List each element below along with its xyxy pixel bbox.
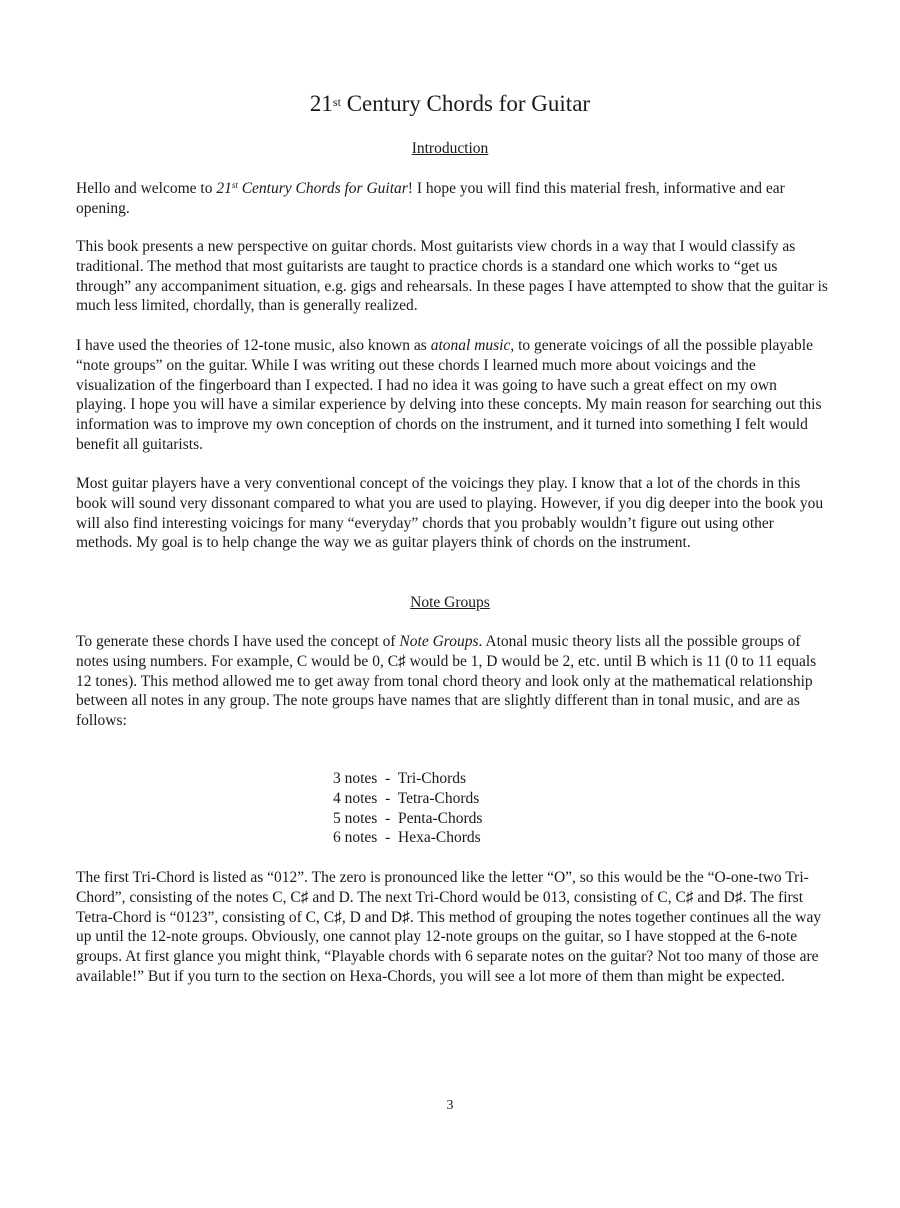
section-heading-introduction — [0, 139, 900, 159]
note-group-list — [333, 769, 482, 848]
paragraph-conventional: Most guitar players have a very conventional concept of the voicings they play. I know that a lot of the chords in this book will sound very dissonant compared to what you are used to playing. However, if you dig deeper into the book you will also find interesting voicings for many “everyday” chords that you probably wouldn’t figure out using other methods. My goal is to help change the way we as guitar players think of chords on the instrument. — [76, 475, 824, 552]
title-text: Century Chords for Guitar — [340, 91, 591, 116]
note-group-row: 5 notes - Penta-Chords — [333, 809, 483, 827]
atonal-music-italic: atonal music — [430, 337, 511, 354]
note-group-row: 3 notes - Tri-Chords — [333, 770, 467, 787]
book-title-italic: 21st Century Chords for Guitar — [216, 180, 408, 197]
title-ordinal-suffix: st — [332, 95, 341, 109]
page-number: 3 — [446, 1098, 454, 1113]
paragraph-atonal: I have used the theories of 12-tone music, also known as atonal music, to generate voicings of all the possible playable “note groups” on the guitar. While I was writing out these chords I learned much more about voicings and the visualization of the fingerboard than I expected. I had no idea it was going to have such a great effect on my own playing. I hope you will have a similar experience by delving into these concepts. My main reason for searching out this information was to improve my own conception of chords on the instrument, and it turned into something I felt would benefit all guitarists. — [76, 337, 822, 453]
section-heading-note-groups-text: Note Groups — [410, 594, 490, 611]
paragraph-perspective: This book presents a new perspective on guitar chords. Most guitarists view chords in a way that I would classify as traditional. The method that most guitarists are taught to practice chords is a standard one which works to “get us through” any accompaniment situation, e.g. gigs and rehearsals. In these pages I have attempted to show that the guitar is much less limited, chordally, than is generally realized. — [76, 238, 828, 315]
note-group-row: 4 notes - Tetra-Chords — [333, 789, 480, 807]
page-title — [0, 88, 900, 120]
paragraph-note-groups: To generate these chords I have used the concept of Note Groups. Atonal music theory lists all the possible groups of notes using numbers. For example, C would be 0, C♯ would be 1, D would be 2, etc. until B which is 11 (0 to 11 equals 12 tones). This method allowed me to get away from tonal chord theory and look only at the mathematical relationship between all notes in any group. The note groups have names that are slightly different than in tonal music, and are as follows: — [76, 633, 817, 730]
section-heading-note-groups — [0, 593, 900, 613]
title-number: 21 — [309, 91, 333, 116]
paragraph-tri-chord: The first Tri-Chord is listed as “012”. The zero is pronounced like the letter “O”, so this would be the “O-one-two Tri-Chord”, consisting of the notes C, C♯ and D. The next Tri-Chord would be 013, consisting of C, C♯ and D♯. The first Tetra-Chord is “0123”, consisting of C, C♯, D and D♯. This method of grouping the notes together continues all the way up until the 12-note groups. Obviously, one cannot play 12-note groups on the guitar, so I have stopped at the 6-note groups. At first glance you might think, “Playable chords with 6 separate notes on the guitar? Not too many of those are available!” But if you turn to the section on Hexa-Chords, you will see a lot more of them than might be expected. — [76, 869, 822, 985]
paragraph-welcome: Hello and welcome to 21st Century Chords for Guitar! I hope you will find this material fresh, informative and ear opening. — [76, 180, 785, 217]
note-groups-italic: Note Groups — [399, 633, 479, 650]
note-group-row: 6 notes - Hexa-Chords — [333, 829, 481, 847]
section-heading-introduction-text: Introduction — [411, 140, 489, 157]
